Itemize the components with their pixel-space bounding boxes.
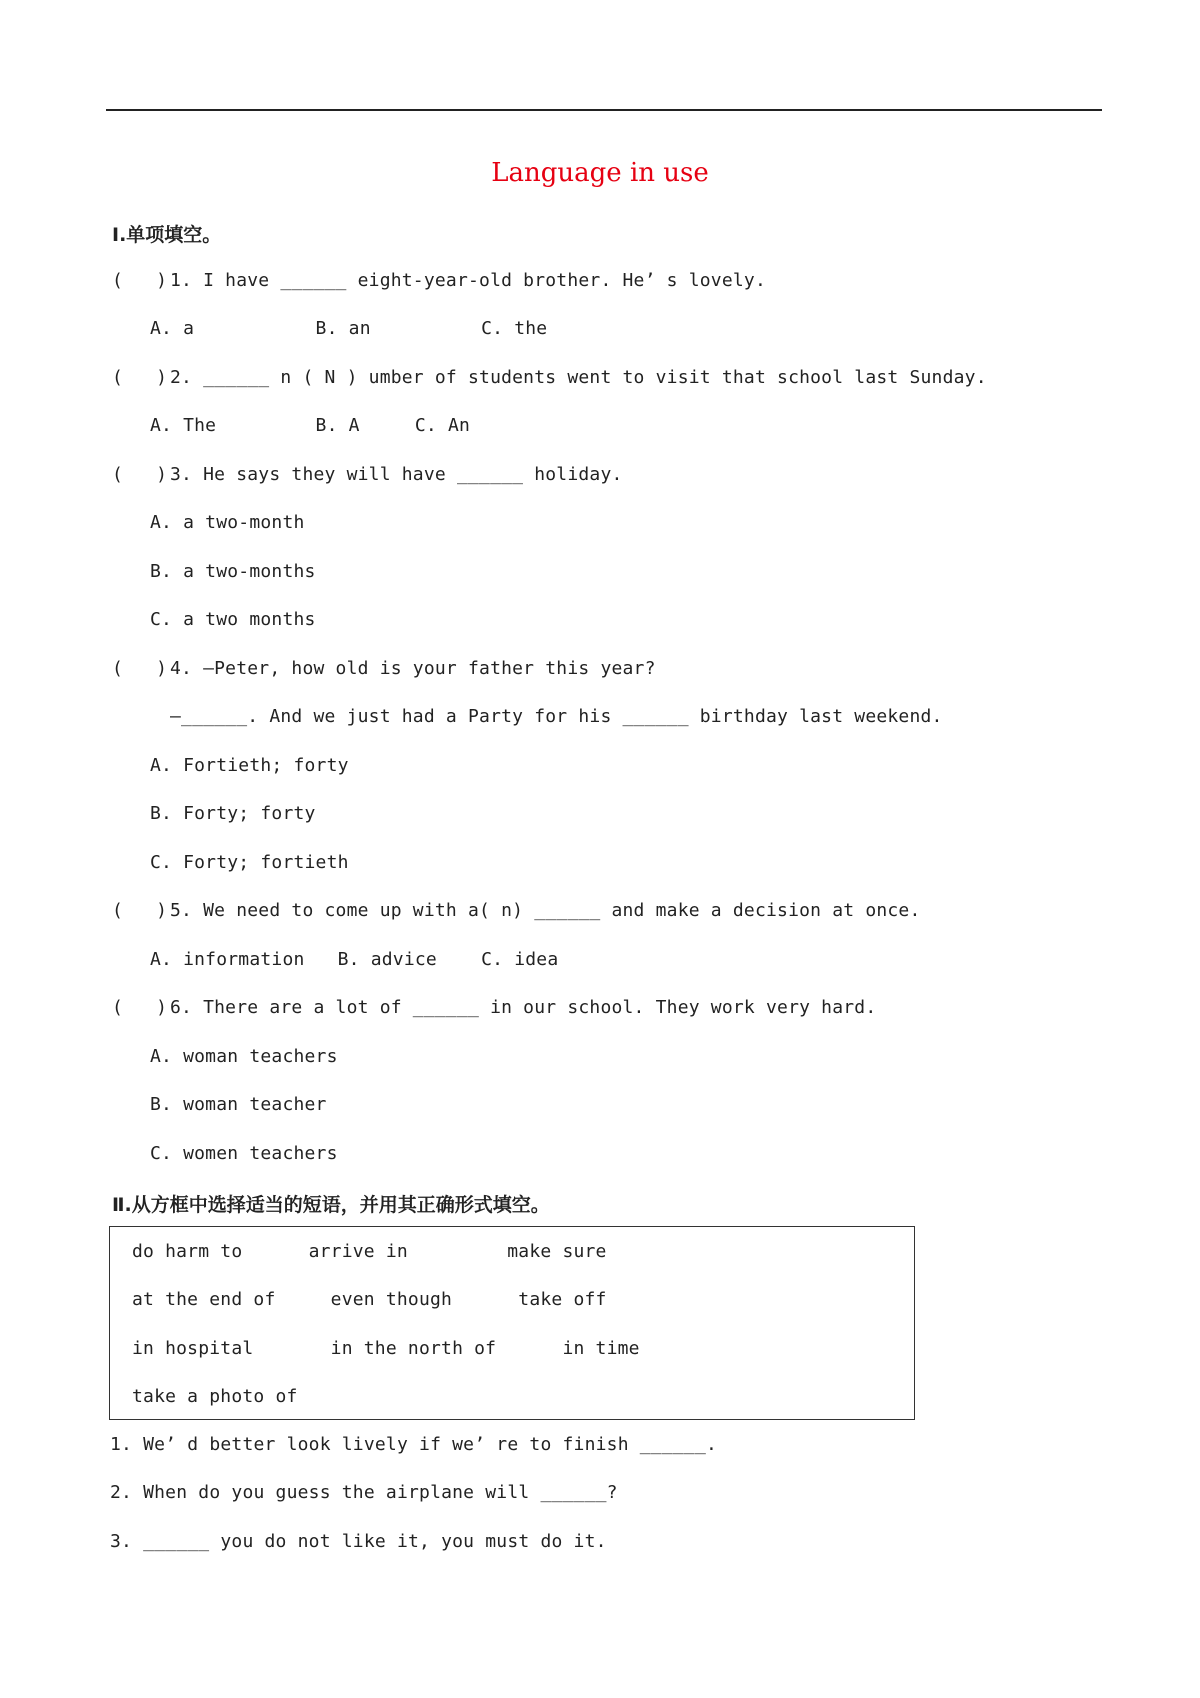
section2-heading: Ⅱ.从方框中选择适当的短语，并用其正确形式填空。 — [112, 1194, 550, 1216]
answer-paren: ( ) — [112, 367, 168, 388]
page-title: Language in use — [491, 158, 709, 188]
question-4-continuation: —______. And we just had a Party for his ______ birthday last weekend. — [170, 706, 943, 727]
answer-paren: ( ) — [112, 997, 168, 1018]
answer-paren: ( ) — [112, 900, 168, 921]
header-rule — [106, 109, 1102, 111]
question-5-options: A. information B. advice C. idea — [150, 949, 559, 970]
phrase-row-4: take a photo of — [132, 1386, 298, 1407]
answer-paren: ( ) — [112, 658, 168, 679]
question-3-option-c: C. a two months — [150, 609, 316, 630]
question-6-option-c: C. women teachers — [150, 1143, 338, 1164]
phrase-row-2: at the end of even though take off — [132, 1289, 607, 1310]
question-6-option-b: B. woman teacher — [150, 1094, 327, 1115]
question-4: ( ) 4. —Peter, how old is your father this year? — [112, 658, 656, 679]
question-6-option-a: A. woman teachers — [150, 1046, 338, 1067]
question-3: ( ) 3. He says they will have ______ holiday. — [112, 464, 623, 485]
question-3-option-a: A. a two-month — [150, 512, 305, 533]
question-6: ( ) 6. There are a lot of ______ in our school. They work very hard. — [112, 997, 877, 1018]
fill-item-3: 3. ______ you do not like it, you must do it. — [110, 1531, 607, 1552]
question-2: ( ) 2. ______ n ( N ) umber of students went to visit that school last Sunday. — [112, 367, 987, 388]
answer-paren: ( ) — [112, 270, 168, 291]
question-1-options: A. a B. an C. the — [150, 318, 548, 339]
question-4-option-b: B. Forty; forty — [150, 803, 316, 824]
question-1: ( ) 1. I have ______ eight-year-old brother. He’ s lovely. — [112, 270, 766, 291]
question-2-options: A. The B. A C. An — [150, 415, 471, 436]
phrase-row-3: in hospital in the north of in time — [132, 1338, 640, 1359]
fill-item-1: 1. We’ d better look lively if we’ re to finish ______. — [110, 1434, 718, 1455]
question-4-option-a: A. Fortieth; forty — [150, 755, 349, 776]
question-4-option-c: C. Forty; fortieth — [150, 852, 349, 873]
phrase-row-1: do harm to arrive in make sure — [132, 1241, 607, 1262]
question-3-option-b: B. a two-months — [150, 561, 316, 582]
section1-heading: Ⅰ.单项填空。 — [112, 224, 222, 246]
answer-paren: ( ) — [112, 464, 168, 485]
phrase-box — [109, 1226, 915, 1420]
question-5: ( ) 5. We need to come up with a( n) ______ and make a decision at once. — [112, 900, 921, 921]
fill-item-2: 2. When do you guess the airplane will ______? — [110, 1482, 618, 1503]
